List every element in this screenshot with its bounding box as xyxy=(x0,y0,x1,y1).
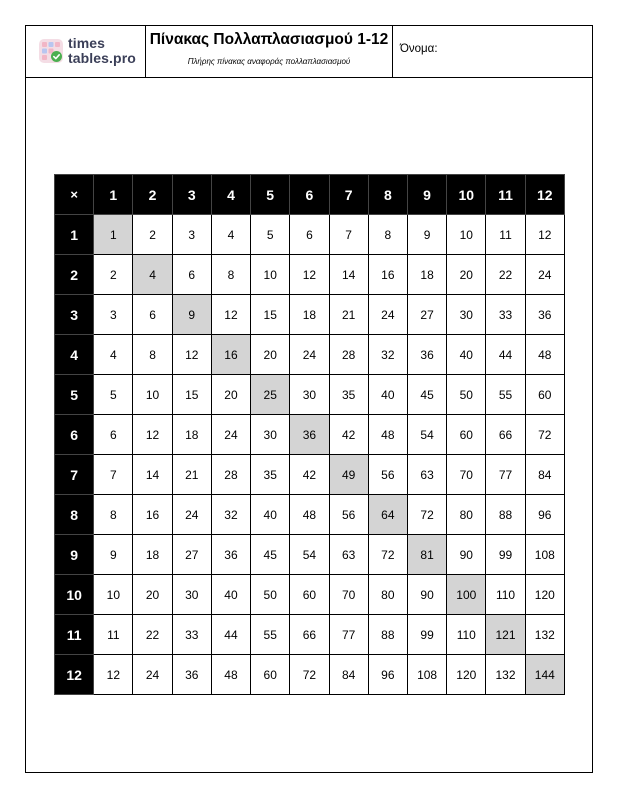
row-header: 9 xyxy=(55,535,94,575)
table-row xyxy=(55,535,565,575)
page-subtitle: Πλήρης πίνακας αναφοράς πολλαπλασιασμού xyxy=(187,57,351,66)
table-header-row xyxy=(55,175,565,215)
product-cell: 4 xyxy=(211,215,250,255)
product-cell: 30 xyxy=(251,415,290,455)
product-cell: 60 xyxy=(251,655,290,695)
row-header: 8 xyxy=(55,495,94,535)
product-cell: 35 xyxy=(251,455,290,495)
product-cell: 35 xyxy=(329,375,368,415)
product-cell: 15 xyxy=(172,375,211,415)
product-cell: 120 xyxy=(525,575,564,615)
product-cell: 42 xyxy=(329,415,368,455)
product-cell: 40 xyxy=(447,335,486,375)
row-header: 10 xyxy=(55,575,94,615)
product-cell: 8 xyxy=(211,255,250,295)
product-cell: 48 xyxy=(525,335,564,375)
row-header: 7 xyxy=(55,455,94,495)
grid-check-icon xyxy=(39,39,63,63)
product-cell: 50 xyxy=(447,375,486,415)
column-header: 8 xyxy=(368,175,407,215)
product-cell: 110 xyxy=(486,575,525,615)
square-cell: 1 xyxy=(94,215,133,255)
table-row xyxy=(55,615,565,655)
row-header: 6 xyxy=(55,415,94,455)
product-cell: 108 xyxy=(407,655,446,695)
square-cell: 64 xyxy=(368,495,407,535)
product-cell: 8 xyxy=(133,335,172,375)
square-cell: 100 xyxy=(447,575,486,615)
product-cell: 60 xyxy=(447,415,486,455)
product-cell: 30 xyxy=(290,375,329,415)
table-row xyxy=(55,655,565,695)
product-cell: 77 xyxy=(329,615,368,655)
square-cell: 144 xyxy=(525,655,564,695)
product-cell: 44 xyxy=(486,335,525,375)
page-title: Πίνακας Πολλαπλασιασμού 1-12 xyxy=(149,31,389,48)
product-cell: 45 xyxy=(251,535,290,575)
product-cell: 48 xyxy=(368,415,407,455)
corner-cell: × xyxy=(55,175,94,215)
row-header: 12 xyxy=(55,655,94,695)
product-cell: 54 xyxy=(290,535,329,575)
name-field-label: Όνομα: xyxy=(400,43,438,55)
product-cell: 22 xyxy=(133,615,172,655)
column-header: 12 xyxy=(525,175,564,215)
product-cell: 7 xyxy=(94,455,133,495)
title-box xyxy=(146,26,393,77)
product-cell: 63 xyxy=(407,455,446,495)
product-cell: 84 xyxy=(525,455,564,495)
product-cell: 45 xyxy=(407,375,446,415)
product-cell: 40 xyxy=(368,375,407,415)
column-header: 10 xyxy=(447,175,486,215)
product-cell: 55 xyxy=(486,375,525,415)
table-row xyxy=(55,575,565,615)
square-cell: 121 xyxy=(486,615,525,655)
product-cell: 72 xyxy=(407,495,446,535)
product-cell: 21 xyxy=(172,455,211,495)
product-cell: 24 xyxy=(211,415,250,455)
product-cell: 10 xyxy=(447,215,486,255)
product-cell: 48 xyxy=(290,495,329,535)
product-cell: 66 xyxy=(290,615,329,655)
product-cell: 110 xyxy=(447,615,486,655)
product-cell: 24 xyxy=(290,335,329,375)
product-cell: 32 xyxy=(368,335,407,375)
row-header: 4 xyxy=(55,335,94,375)
product-cell: 24 xyxy=(525,255,564,295)
product-cell: 20 xyxy=(211,375,250,415)
logo-line-2: tables.pro xyxy=(68,50,136,66)
product-cell: 12 xyxy=(290,255,329,295)
multiplication-table xyxy=(54,174,565,695)
product-cell: 36 xyxy=(525,295,564,335)
row-header: 11 xyxy=(55,615,94,655)
product-cell: 10 xyxy=(133,375,172,415)
product-cell: 56 xyxy=(368,455,407,495)
square-cell: 49 xyxy=(329,455,368,495)
product-cell: 22 xyxy=(486,255,525,295)
product-cell: 18 xyxy=(133,535,172,575)
product-cell: 36 xyxy=(407,335,446,375)
row-header: 3 xyxy=(55,295,94,335)
product-cell: 12 xyxy=(172,335,211,375)
table-row xyxy=(55,335,565,375)
product-cell: 5 xyxy=(251,215,290,255)
product-cell: 60 xyxy=(290,575,329,615)
product-cell: 16 xyxy=(368,255,407,295)
product-cell: 55 xyxy=(251,615,290,655)
logo-line-1: times xyxy=(68,35,106,51)
product-cell: 99 xyxy=(407,615,446,655)
product-cell: 12 xyxy=(211,295,250,335)
product-cell: 28 xyxy=(329,335,368,375)
table-row xyxy=(55,415,565,455)
product-cell: 66 xyxy=(486,415,525,455)
product-cell: 20 xyxy=(251,335,290,375)
product-cell: 96 xyxy=(368,655,407,695)
square-cell: 16 xyxy=(211,335,250,375)
product-cell: 27 xyxy=(407,295,446,335)
logo-wordmark xyxy=(68,36,136,66)
product-cell: 9 xyxy=(94,535,133,575)
product-cell: 6 xyxy=(133,295,172,335)
product-cell: 10 xyxy=(94,575,133,615)
square-cell: 9 xyxy=(172,295,211,335)
product-cell: 18 xyxy=(407,255,446,295)
product-cell: 72 xyxy=(525,415,564,455)
square-cell: 4 xyxy=(133,255,172,295)
table-body xyxy=(55,215,565,695)
square-cell: 81 xyxy=(407,535,446,575)
product-cell: 3 xyxy=(172,215,211,255)
column-header: 7 xyxy=(329,175,368,215)
product-cell: 50 xyxy=(251,575,290,615)
product-cell: 28 xyxy=(211,455,250,495)
table-row xyxy=(55,375,565,415)
product-cell: 30 xyxy=(447,295,486,335)
column-header: 3 xyxy=(172,175,211,215)
product-cell: 9 xyxy=(407,215,446,255)
product-cell: 33 xyxy=(172,615,211,655)
product-cell: 120 xyxy=(447,655,486,695)
product-cell: 3 xyxy=(94,295,133,335)
product-cell: 54 xyxy=(407,415,446,455)
product-cell: 18 xyxy=(172,415,211,455)
row-header: 1 xyxy=(55,215,94,255)
product-cell: 70 xyxy=(329,575,368,615)
column-header: 5 xyxy=(251,175,290,215)
product-cell: 32 xyxy=(211,495,250,535)
product-cell: 5 xyxy=(94,375,133,415)
product-cell: 132 xyxy=(525,615,564,655)
table-header xyxy=(55,175,565,215)
product-cell: 24 xyxy=(172,495,211,535)
row-header: 5 xyxy=(55,375,94,415)
product-cell: 14 xyxy=(133,455,172,495)
product-cell: 132 xyxy=(486,655,525,695)
product-cell: 56 xyxy=(329,495,368,535)
product-cell: 7 xyxy=(329,215,368,255)
square-cell: 36 xyxy=(290,415,329,455)
product-cell: 20 xyxy=(447,255,486,295)
product-cell: 8 xyxy=(368,215,407,255)
product-cell: 80 xyxy=(368,575,407,615)
product-cell: 6 xyxy=(290,215,329,255)
product-cell: 99 xyxy=(486,535,525,575)
product-cell: 12 xyxy=(133,415,172,455)
product-cell: 12 xyxy=(525,215,564,255)
table-row xyxy=(55,455,565,495)
product-cell: 2 xyxy=(94,255,133,295)
product-cell: 4 xyxy=(94,335,133,375)
product-cell: 14 xyxy=(329,255,368,295)
column-header: 4 xyxy=(211,175,250,215)
logo xyxy=(26,26,146,77)
product-cell: 12 xyxy=(94,655,133,695)
worksheet-header xyxy=(26,26,592,78)
product-cell: 27 xyxy=(172,535,211,575)
product-cell: 80 xyxy=(447,495,486,535)
table-row xyxy=(55,295,565,335)
column-header: 6 xyxy=(290,175,329,215)
product-cell: 33 xyxy=(486,295,525,335)
product-cell: 90 xyxy=(407,575,446,615)
product-cell: 6 xyxy=(172,255,211,295)
table-row xyxy=(55,255,565,295)
table-row xyxy=(55,495,565,535)
product-cell: 40 xyxy=(211,575,250,615)
column-header: 1 xyxy=(94,175,133,215)
product-cell: 15 xyxy=(251,295,290,335)
product-cell: 36 xyxy=(172,655,211,695)
product-cell: 96 xyxy=(525,495,564,535)
product-cell: 11 xyxy=(94,615,133,655)
product-cell: 30 xyxy=(172,575,211,615)
product-cell: 11 xyxy=(486,215,525,255)
product-cell: 70 xyxy=(447,455,486,495)
row-header: 2 xyxy=(55,255,94,295)
square-cell: 25 xyxy=(251,375,290,415)
product-cell: 84 xyxy=(329,655,368,695)
product-cell: 18 xyxy=(290,295,329,335)
table-row xyxy=(55,215,565,255)
product-cell: 2 xyxy=(133,215,172,255)
product-cell: 108 xyxy=(525,535,564,575)
product-cell: 72 xyxy=(368,535,407,575)
product-cell: 8 xyxy=(94,495,133,535)
product-cell: 63 xyxy=(329,535,368,575)
product-cell: 36 xyxy=(211,535,250,575)
column-header: 2 xyxy=(133,175,172,215)
product-cell: 24 xyxy=(133,655,172,695)
product-cell: 42 xyxy=(290,455,329,495)
product-cell: 20 xyxy=(133,575,172,615)
product-cell: 10 xyxy=(251,255,290,295)
product-cell: 6 xyxy=(94,415,133,455)
product-cell: 77 xyxy=(486,455,525,495)
column-header: 9 xyxy=(407,175,446,215)
product-cell: 60 xyxy=(525,375,564,415)
product-cell: 88 xyxy=(486,495,525,535)
column-header: 11 xyxy=(486,175,525,215)
product-cell: 16 xyxy=(133,495,172,535)
product-cell: 44 xyxy=(211,615,250,655)
product-cell: 72 xyxy=(290,655,329,695)
product-cell: 24 xyxy=(368,295,407,335)
product-cell: 21 xyxy=(329,295,368,335)
worksheet-page xyxy=(25,25,593,773)
product-cell: 88 xyxy=(368,615,407,655)
product-cell: 40 xyxy=(251,495,290,535)
product-cell: 48 xyxy=(211,655,250,695)
product-cell: 90 xyxy=(447,535,486,575)
